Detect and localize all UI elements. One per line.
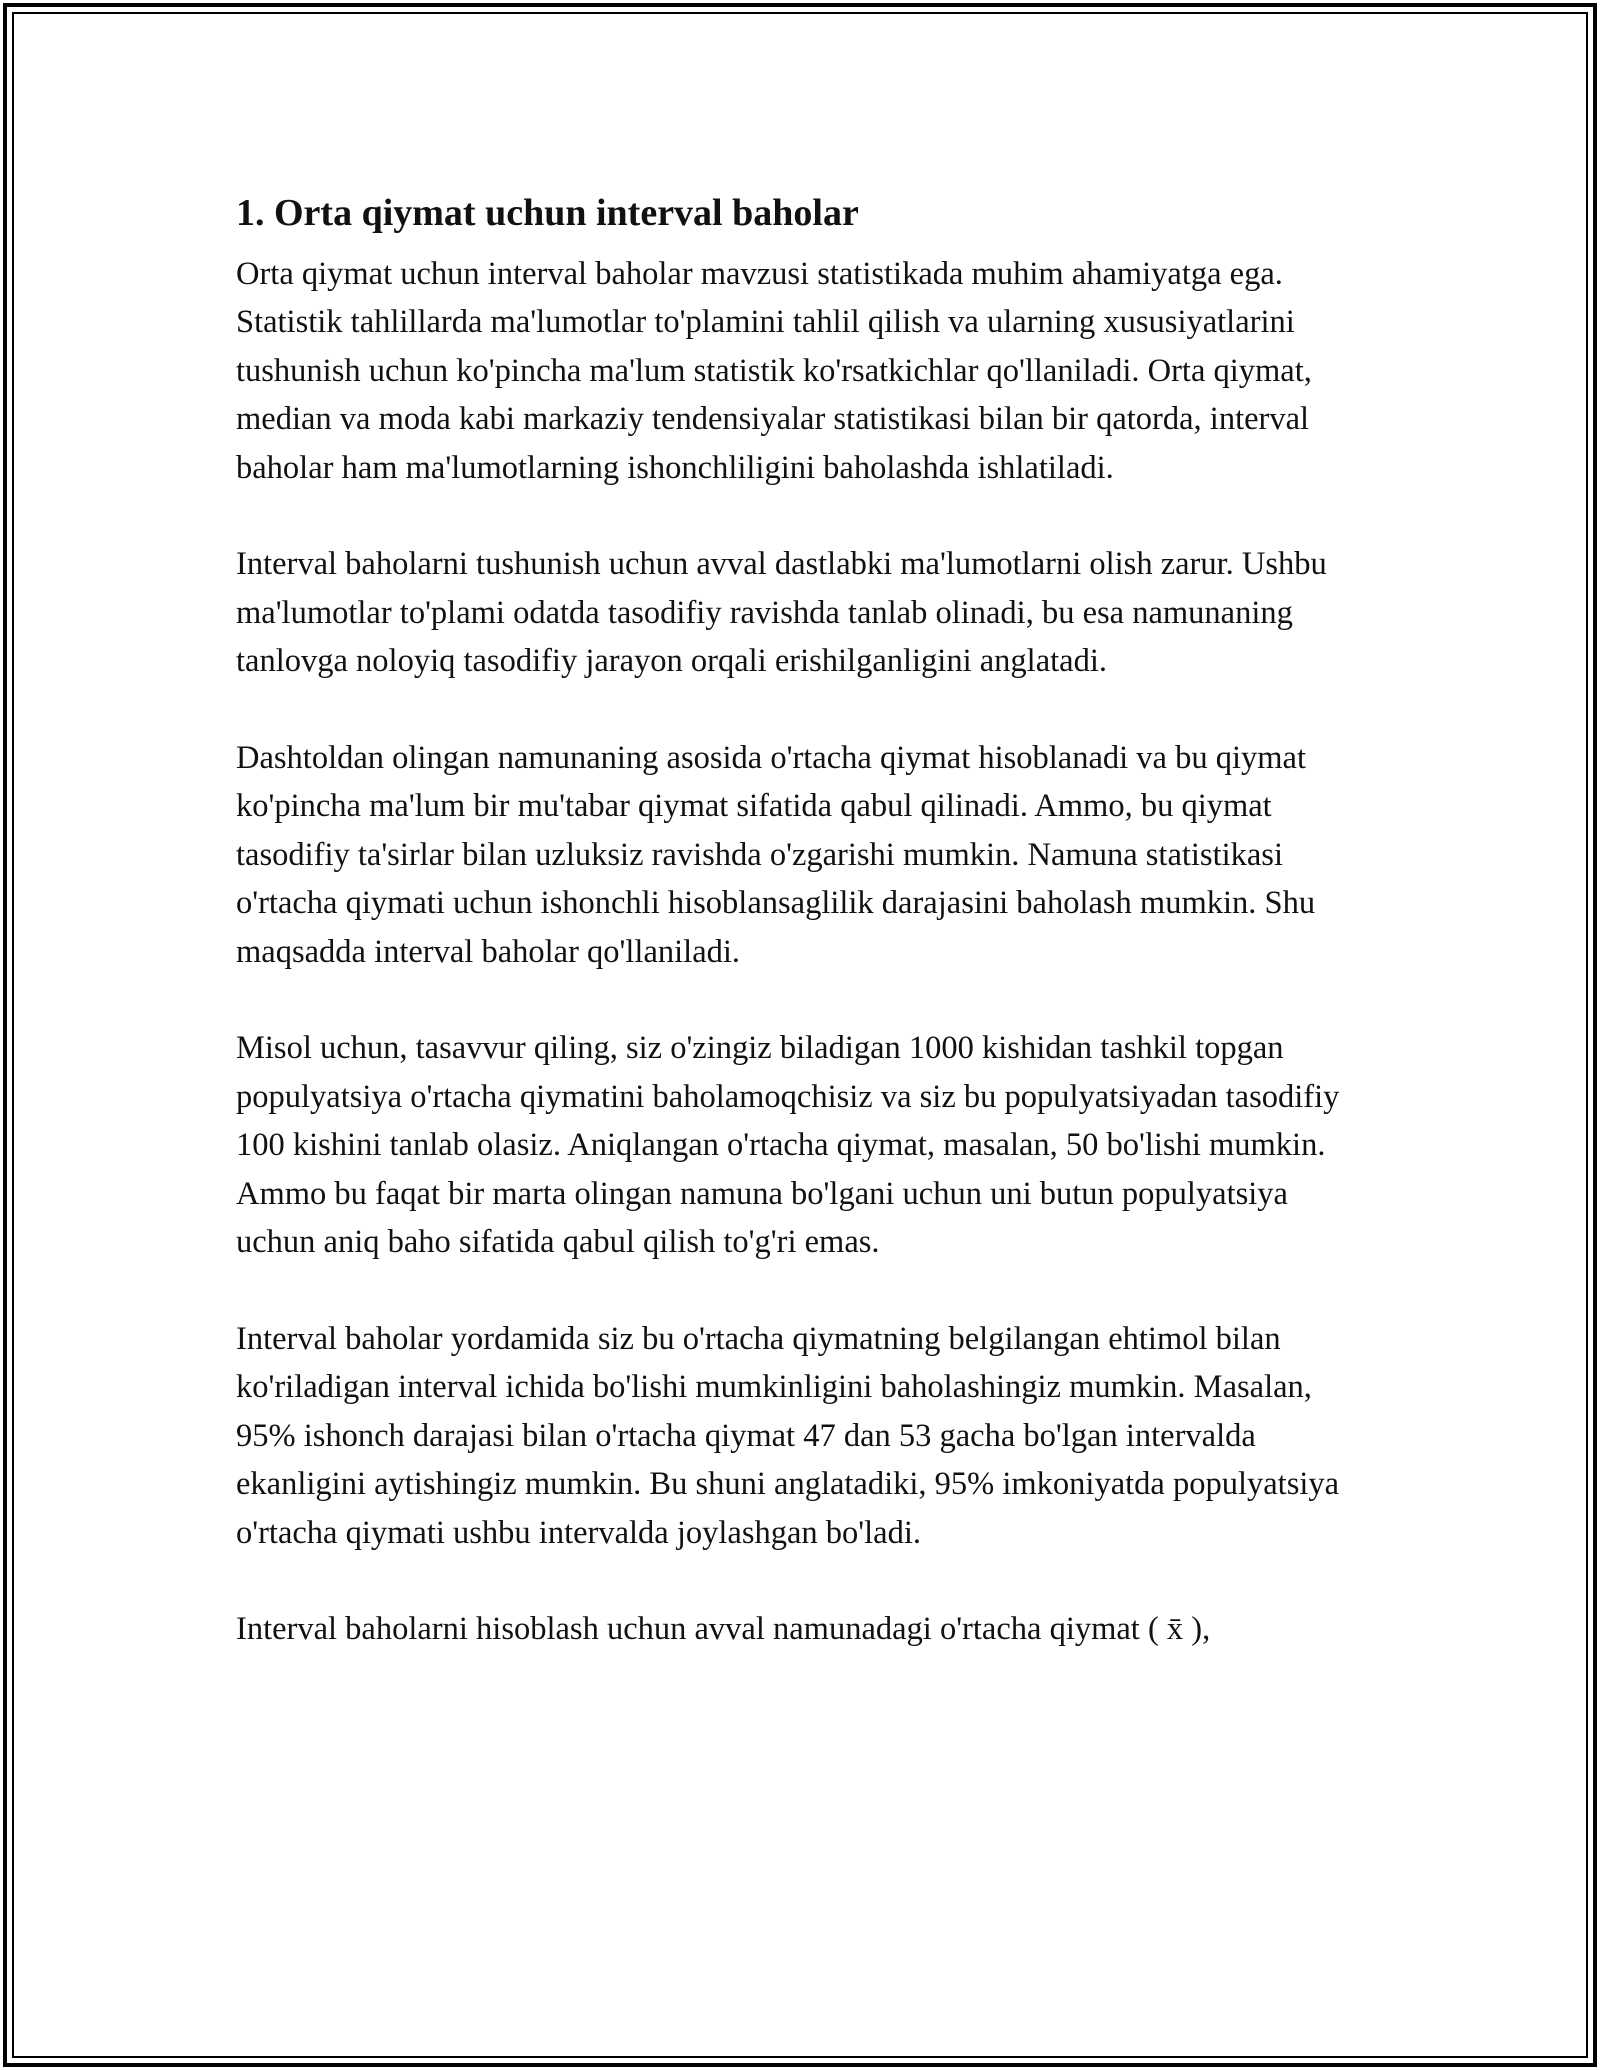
paragraph-confidence-interval: Interval baholar yordamida siz bu o'rtacha qiymatning belgilangan ehtimol bilan ko'riladigan interval ichida bo'lishi mumkinligini baholashingiz mumkin. Masalan, 95% ishonch darajasi bilan o'rtacha qiymat 47 dan 53 gacha bo'lgan intervalda ekanligini aytishingiz mumkin. Bu shuni anglatadiki, 95% imkoniyatda populyatsiya o'rtacha qiymati ushbu intervalda joylashgan bo'ladi. <box>236 1320 1340 1551</box>
section-heading: 1. Orta qiymat uchun interval baholar <box>236 192 859 234</box>
paragraph-sample-mean: Dashtoldan olingan namunaning asosida o'rtacha qiymat hisoblanadi va bu qiymat ko'pincha ma'lum bir mu'tabar qiymat sifatida qabul qilinadi. Ammo, bu qiymat tasodifiy ta'sirlar bilan uzluksiz ravishda o'zgarishi mumkin. Namuna statistikasi o'rtacha qiymati uchun ishonchli hisoblansaglilik darajasini baholash mumkin. Shu maqsadda interval baholar qo'llaniladi. <box>236 740 1316 970</box>
paragraph-calculation: Interval baholarni hisoblash uchun avval namunadagi o'rtacha qiymat ( x̄ ), <box>236 1611 1211 1648</box>
paragraph-data-collection: Interval baholarni tushunish uchun avval dastlabki ma'lumotlarni olish zarur. Ushbu ma'lumotlar to'plami odatda tasodifiy ravishda tanlab olinadi, bu esa namunaning tanlovga noloyiq tasodifiy jarayon orqali erishilganligini anglatadi. <box>236 546 1327 680</box>
paragraph-example: Misol uchun, tasavvur qiling, siz o'zingiz biladigan 1000 kishidan tashkil topgan populyatsiya o'rtacha qiymatini baholamoqchisiz va siz bu populyatsiyadan tasodifiy 100 kishini tanlab olasiz. Aniqlangan o'rtacha qiymat, masalan, 50 bo'lishi mumkin. Ammo bu faqat bir marta olingan namuna bo'lgani uchun uni butun populyatsiya uchun aniq baho sifatida qabul qilish to'g'ri emas. <box>236 1030 1340 1261</box>
paragraph-intro: Orta qiymat uchun interval baholar mavzusi statistikada muhim ahamiyatga ega. Statistik tahlillarda ma'lumotlar to'plamini tahlil qilish va ularning xususiyatlarini tushunish uchun ko'pincha ma'lum statistik ko'rsatkichlar qo'llaniladi. Orta qiymat, median va moda kabi markaziy tendensiyalar statistikasi bilan bir qatorda, interval baholar ham ma'lumotlarning ishonchliligini baholashda ishlatiladi. <box>236 256 1312 486</box>
document-body <box>236 186 1366 1702</box>
